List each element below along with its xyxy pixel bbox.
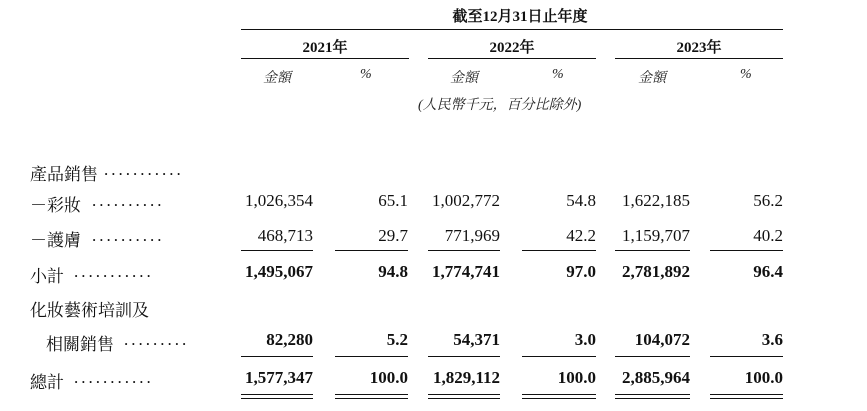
- period-header: 截至12月31日止年度: [452, 9, 588, 25]
- pct-header-2022: %: [552, 67, 564, 82]
- amount-header-2021: 金額: [263, 71, 291, 86]
- total-rule-a-2021: [241, 356, 313, 357]
- dot-leader: ..........: [92, 191, 165, 210]
- subtotal-rule-a-2021: [241, 250, 313, 251]
- makeup-pct-2021: 65.1: [378, 191, 408, 210]
- double-rule-bottom-p-2021: [335, 398, 408, 399]
- double-rule-top-p-2022: [522, 394, 596, 395]
- makeup-pct-2022: 54.8: [566, 191, 596, 210]
- skincare-pct-2022: 42.2: [566, 226, 596, 245]
- double-rule-bottom-a-2022: [428, 398, 500, 399]
- double-rule-top-p-2023: [710, 394, 783, 395]
- year-rule-2022: [428, 58, 596, 59]
- skincare-pct-2023: 40.2: [753, 226, 783, 245]
- year-rule-2021: [241, 58, 409, 59]
- pct-header-2023: %: [740, 67, 752, 82]
- year-2022: 2022年: [489, 40, 535, 56]
- training-pct-2023: 3.6: [761, 330, 783, 349]
- dot-leader: ...........: [104, 160, 184, 179]
- unit-note: (人民幣千元，百分比除外): [418, 98, 582, 113]
- dot-leader: ..........: [92, 226, 165, 245]
- pct-header-2021: %: [360, 67, 372, 82]
- year-2021: 2021年: [302, 40, 348, 56]
- total-rule-p-2022: [522, 356, 596, 357]
- makeup-amount-2023: 1,622,185: [622, 191, 690, 210]
- training-pct-2021: 5.2: [386, 330, 408, 349]
- dot-leader: ...........: [74, 368, 154, 387]
- subtotal-amount-2021: 1,495,067: [245, 262, 313, 281]
- year-rule-2023: [615, 58, 783, 59]
- amount-header-2023: 金額: [638, 71, 666, 86]
- skincare-amount-2023: 1,159,707: [622, 226, 690, 245]
- double-rule-bottom-p-2022: [522, 398, 596, 399]
- row-label-makeup: －彩妝: [30, 196, 81, 216]
- double-rule-top-p-2021: [335, 394, 408, 395]
- total-pct-2023: 100.0: [744, 368, 783, 387]
- subtotal-rule-a-2022: [428, 250, 500, 251]
- total-rule-p-2023: [710, 356, 783, 357]
- training-pct-2022: 3.0: [574, 330, 596, 349]
- total-rule-a-2023: [615, 356, 690, 357]
- double-rule-bottom-a-2023: [615, 398, 690, 399]
- skincare-amount-2021: 468,713: [257, 226, 313, 245]
- row-label-product-sales: 產品銷售: [30, 165, 98, 185]
- row-label-subtotal: 小計: [30, 267, 64, 287]
- double-rule-top-a-2023: [615, 394, 690, 395]
- subtotal-amount-2023: 2,781,892: [622, 262, 690, 281]
- subtotal-pct-2022: 97.0: [566, 262, 596, 281]
- makeup-amount-2022: 1,002,772: [432, 191, 500, 210]
- subtotal-pct-2021: 94.8: [378, 262, 408, 281]
- total-rule-a-2022: [428, 356, 500, 357]
- total-pct-2021: 100.0: [369, 368, 408, 387]
- total-amount-2022: 1,829,112: [432, 368, 500, 387]
- subtotal-amount-2022: 1,774,741: [432, 262, 500, 281]
- subtotal-rule-p-2023: [710, 250, 783, 251]
- double-rule-top-a-2021: [241, 394, 313, 395]
- double-rule-bottom-p-2023: [710, 398, 783, 399]
- year-2023: 2023年: [676, 40, 722, 56]
- row-label-training-line2: 相關銷售: [46, 335, 114, 355]
- total-pct-2022: 100.0: [557, 368, 596, 387]
- total-rule-p-2021: [335, 356, 408, 357]
- header-rule: [241, 29, 783, 30]
- row-label-total: 總計: [30, 373, 64, 393]
- subtotal-rule-p-2021: [335, 250, 408, 251]
- total-amount-2023: 2,885,964: [622, 368, 690, 387]
- double-rule-bottom-a-2021: [241, 398, 313, 399]
- skincare-pct-2021: 29.7: [378, 226, 408, 245]
- makeup-pct-2023: 56.2: [753, 191, 783, 210]
- dot-leader: ...........: [74, 262, 154, 281]
- training-amount-2021: 82,280: [266, 330, 313, 349]
- subtotal-rule-p-2022: [522, 250, 596, 251]
- amount-header-2022: 金額: [450, 71, 478, 86]
- training-amount-2022: 54,371: [453, 330, 500, 349]
- dot-leader: .........: [124, 330, 190, 349]
- subtotal-pct-2023: 96.4: [753, 262, 783, 281]
- skincare-amount-2022: 771,969: [444, 226, 500, 245]
- training-amount-2023: 104,072: [634, 330, 690, 349]
- makeup-amount-2021: 1,026,354: [245, 191, 313, 210]
- double-rule-top-a-2022: [428, 394, 500, 395]
- total-amount-2021: 1,577,347: [245, 368, 313, 387]
- row-label-training-line1: 化妝藝術培訓及: [30, 301, 149, 321]
- subtotal-rule-a-2023: [615, 250, 690, 251]
- row-label-skincare: －護膚: [30, 231, 81, 251]
